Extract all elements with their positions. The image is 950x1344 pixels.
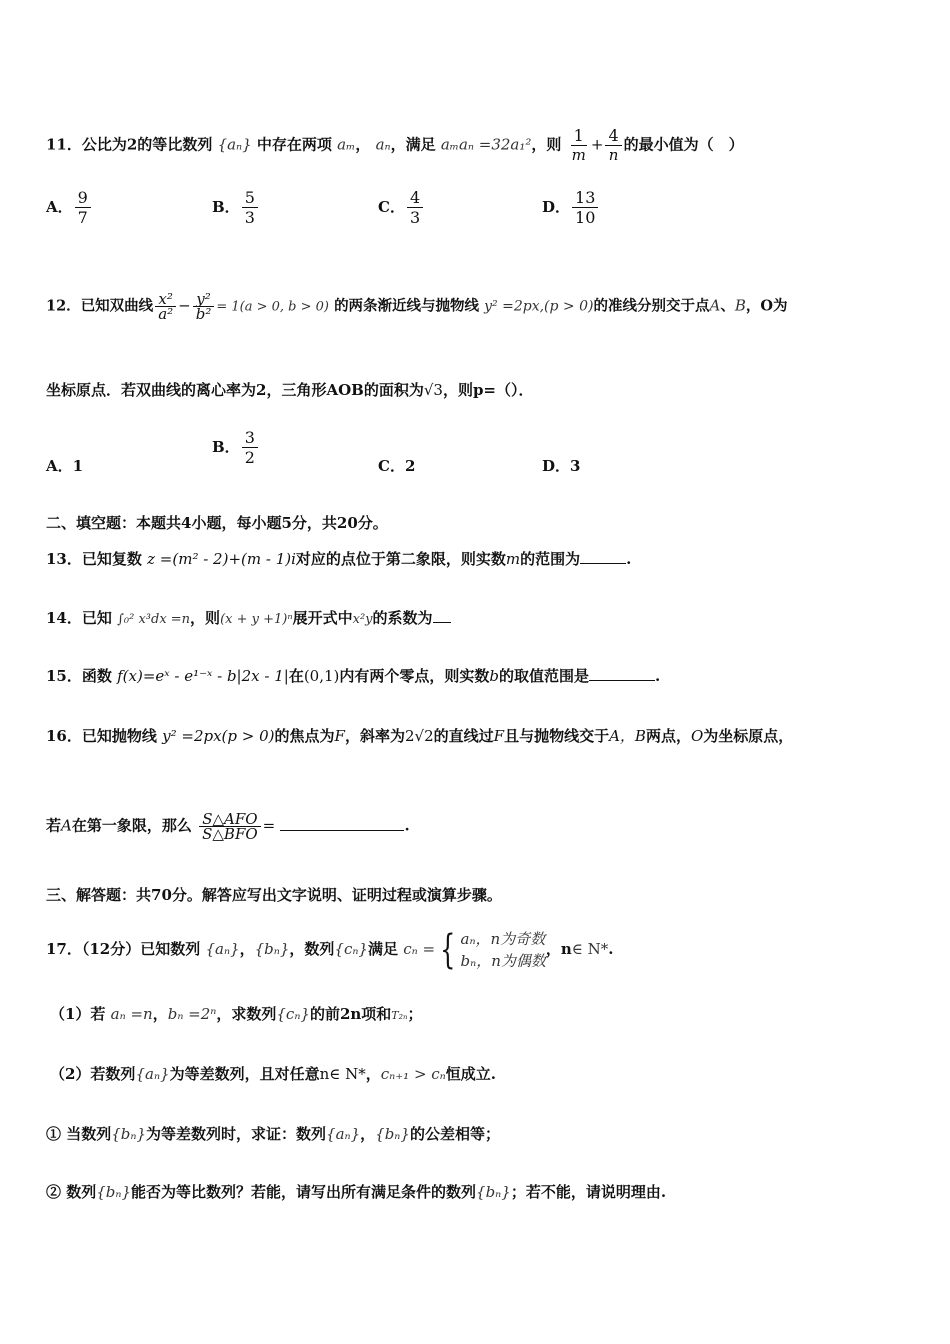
q14-math: x²y xyxy=(352,612,373,627)
q17-text: ， xyxy=(365,1065,381,1083)
q17-text: （1）若 xyxy=(50,1005,106,1023)
q11-number: 11． xyxy=(46,135,82,154)
q14-text: 的系数为 xyxy=(372,609,433,627)
question-17-part-1 xyxy=(50,1004,423,1026)
q11-text: ，则 xyxy=(531,135,562,154)
q12-text: ，O为 xyxy=(745,297,788,315)
q11-option-d: D． $\frac{13}{10}$ xyxy=(542,188,600,227)
question-11 xyxy=(46,126,744,165)
q15-math: (0,1) xyxy=(303,667,340,685)
q15-math: b xyxy=(489,667,500,685)
q16-number: 16． xyxy=(46,727,82,745)
q17-text: 的前2n项和 xyxy=(309,1005,392,1023)
q12-sqrt: √3 xyxy=(423,381,443,399)
q16-text: . xyxy=(404,816,410,835)
q17-text: ② 数列 xyxy=(46,1183,97,1201)
q16-text: 为坐标原点， xyxy=(703,727,794,745)
q17-math: {cₙ} xyxy=(276,1005,310,1023)
q17-text: 为等差数列，且对任意 xyxy=(169,1065,320,1083)
q16-text: 两点， xyxy=(645,727,691,745)
q16-math: F xyxy=(334,727,345,745)
q11-math: aₘaₙ =32a₁² xyxy=(440,135,532,154)
question-17 xyxy=(46,928,614,972)
q12-minus: − xyxy=(178,296,191,315)
q12-option-a: A．1 xyxy=(46,457,84,475)
q14-answer-blank xyxy=(433,608,451,623)
q17-math: {aₙ} xyxy=(326,1125,361,1143)
q12-text: 、 xyxy=(720,297,735,315)
q12-fraction: $\frac{\text{y²}}{\text{b²}}$ xyxy=(193,292,215,321)
q17-math: {aₙ} xyxy=(205,940,240,958)
q17-text: ；若不能，请说明理由. xyxy=(510,1183,667,1201)
q12-math: B xyxy=(734,296,746,315)
q14-math: ∫₀² x³dx =n xyxy=(117,612,191,627)
q13-answer-blank xyxy=(580,549,626,564)
q15-text: 在 xyxy=(288,667,304,685)
q12-fraction: $\frac{\text{x²}}{\text{a²}}$ xyxy=(155,292,176,321)
q13-text: . xyxy=(626,550,632,568)
q17-piecewise: { aₙ，n为奇数 bₙ，n为偶数 xyxy=(440,927,546,973)
q14-math: (x + y +1)ⁿ xyxy=(220,612,293,627)
q14-text: 展开式中 xyxy=(292,609,353,627)
q17-math: {bₙ} xyxy=(476,1183,511,1201)
question-17-subpart-1 xyxy=(46,1124,500,1144)
section-2-heading: 二、填空题：本题共4小题，每小题5分，共20分。 xyxy=(46,514,388,532)
q15-number: 15． xyxy=(46,667,82,685)
q12-math: A xyxy=(709,296,721,315)
q17-number: 17． xyxy=(46,940,82,958)
q15-text: 内有两个零点，则实数 xyxy=(339,667,490,685)
question-14 xyxy=(46,608,451,630)
question-12 xyxy=(46,292,787,321)
question-13 xyxy=(46,549,631,569)
q12-number: 12． xyxy=(46,297,81,315)
q12-option-c: C．2 xyxy=(378,457,416,475)
q12-text: 坐标原点．若双曲线的离心率为2，三角形AOB的面积为 xyxy=(46,381,424,399)
q11-math: aₘ xyxy=(337,135,356,154)
q17-text: ， xyxy=(360,1125,376,1143)
q17-text: ； xyxy=(407,1005,423,1023)
q12-math: = 1(a > 0, b > 0) xyxy=(216,299,329,315)
q17-text: 的公差相等； xyxy=(409,1125,500,1143)
q11-text: ，满足 xyxy=(390,135,436,154)
q15-text: 函数 xyxy=(81,667,112,685)
q11-text: 公比为2的等比数列 xyxy=(81,135,213,154)
q11-text: 的最小值为（ ） xyxy=(623,135,744,154)
q12-text: 已知双曲线 xyxy=(80,297,154,315)
q12-option-d: D．3 xyxy=(542,457,581,475)
q11-option-a: A． $\frac{9}{7}$ xyxy=(46,188,93,227)
q15-text: 的取值范围是 xyxy=(499,667,590,685)
q12-text: ，则p=（）． xyxy=(442,381,534,399)
q17-text: ，数列 xyxy=(289,940,335,958)
q17-math: {aₙ} xyxy=(135,1065,170,1083)
q15-text: . xyxy=(655,667,661,685)
q15-math: f(x)=eˣ - e¹⁻ˣ - b|2x - 1| xyxy=(117,667,289,685)
q12-option-b: B． $\frac{3}{2}$ xyxy=(212,428,260,467)
question-16 xyxy=(46,726,793,746)
q16-text: 的直线过 xyxy=(433,727,494,745)
q16-math: O xyxy=(690,727,704,745)
q17-math: {bₙ} xyxy=(375,1125,410,1143)
q13-number: 13． xyxy=(46,550,82,568)
q15-answer-blank xyxy=(589,666,655,681)
q17-text: ， xyxy=(239,940,255,958)
q17-text: （12分）已知数列 xyxy=(81,940,201,958)
q13-text: 已知复数 xyxy=(81,550,142,568)
q11-math: aₙ xyxy=(375,135,391,154)
q17-text: 恒成立. xyxy=(445,1065,496,1083)
q17-math: bₙ =2ⁿ xyxy=(167,1005,217,1023)
q11-text: ， xyxy=(355,135,371,154)
q17-math: {cₙ} xyxy=(334,940,368,958)
q16-equals: = xyxy=(262,816,276,835)
q13-text: 的范围为 xyxy=(520,550,581,568)
q17-math: {bₙ} xyxy=(254,940,290,958)
q17-text: 满足 xyxy=(367,940,398,958)
q16-math: A，B xyxy=(609,727,646,745)
q17-math: cₙ₊₁ > cₙ xyxy=(380,1065,446,1083)
q17-text: ，求数列 xyxy=(216,1005,277,1023)
q11-option-c: C． $\frac{4}{3}$ xyxy=(378,188,425,227)
question-17-part-2 xyxy=(50,1064,496,1084)
q14-text: ，则 xyxy=(190,609,221,627)
q17-text: . xyxy=(608,940,614,958)
q16-math: 2√2 xyxy=(404,727,434,745)
q16-math: y² =2px(p > 0) xyxy=(162,727,275,745)
q17-text: （2）若数列 xyxy=(50,1065,136,1083)
q11-plus: + xyxy=(590,135,604,154)
section-3-heading: 三、解答题：共70分。解答应写出文字说明、证明过程或演算步骤。 xyxy=(46,886,502,904)
question-17-subpart-2 xyxy=(46,1182,666,1202)
q16-fraction: $\frac{\text{S△AFO}}{\text{S△BFO}}$ xyxy=(199,812,261,841)
q17-math: ∈ N* xyxy=(571,940,609,958)
q11-fraction: $\frac{4}{n}$ xyxy=(605,126,621,165)
q11-option-b: B． $\frac{5}{3}$ xyxy=(212,188,260,227)
question-15 xyxy=(46,666,660,686)
q16-math: F xyxy=(493,727,505,745)
q12-text: 的两条渐近线与抛物线 xyxy=(334,297,480,315)
q17-math: {bₙ} xyxy=(96,1183,132,1201)
q17-text: ① 当数列 xyxy=(46,1125,112,1143)
q16-text: 在第一象限，那么 xyxy=(71,816,192,835)
q16-text: 的焦点为 xyxy=(274,727,335,745)
q11-text: 中存在两项 xyxy=(256,135,332,154)
q14-text: 已知 xyxy=(81,609,112,627)
q12-text: 的准线分别交于点 xyxy=(593,297,710,315)
q17-text: ，n xyxy=(545,940,572,958)
q17-math: T₂ₙ xyxy=(391,1009,408,1022)
q16-math: A xyxy=(61,816,72,835)
q13-math: m xyxy=(505,550,521,568)
q17-math: {bₙ} xyxy=(111,1125,147,1143)
q16-text: ，斜率为 xyxy=(344,727,405,745)
q16-answer-blank xyxy=(280,816,404,831)
q17-text: ， xyxy=(152,1005,168,1023)
q14-number: 14． xyxy=(46,609,82,627)
q13-math: z =(m² - 2)+(m - 1)i xyxy=(147,550,296,568)
q16-text: 已知抛物线 xyxy=(81,727,157,745)
q16-text: 若 xyxy=(46,816,62,835)
q16-text: 且与抛物线交于 xyxy=(504,727,610,745)
q17-math: cₙ = xyxy=(403,940,436,958)
q17-math: aₙ =n xyxy=(110,1005,153,1023)
q11-math: {aₙ} xyxy=(217,135,252,154)
question-16-line-2 xyxy=(46,812,410,841)
q17-text: 能否为等比数列？若能，请写出所有满足条件的数列 xyxy=(131,1183,477,1201)
q17-math: n∈ N* xyxy=(319,1065,366,1083)
q13-text: 对应的点位于第二象限，则实数 xyxy=(295,550,506,568)
q11-fraction: $\frac{1}{m}$ xyxy=(571,126,586,164)
q17-text: 为等差数列时，求证：数列 xyxy=(146,1125,327,1143)
question-12-line-2 xyxy=(46,380,534,400)
q12-math: y² =2px,(p > 0) xyxy=(484,298,594,315)
